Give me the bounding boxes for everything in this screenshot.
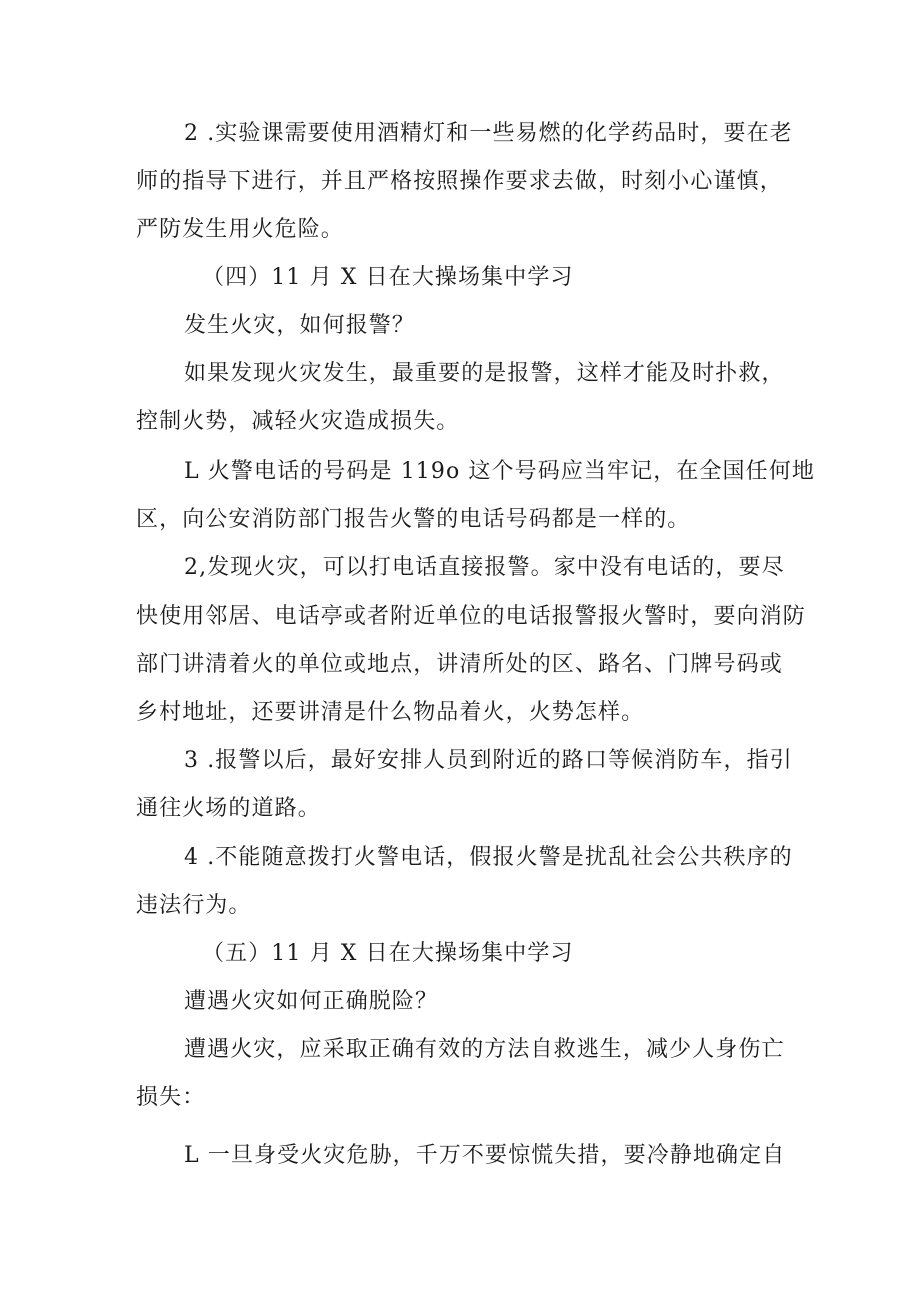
section-heading: （四）11 月 X 日在大操场集中学习 [202, 265, 574, 290]
paragraph-line: 快使用邻居、电话亭或者附近单位的电话报警报火警时，要向消防 [136, 604, 806, 629]
paragraph-line: 4 .不能随意拨打火警电话，假报火警是扰乱社会公共秩序的 [184, 845, 793, 870]
paragraph-line: 3 .报警以后，最好安排人员到附近的路口等候消防车，指引 [184, 748, 793, 773]
paragraph-line: 2,发现火灾，可以打电话直接报警。家中没有电话的，要尽 [184, 555, 785, 580]
paragraph-line: 控制火势，减轻火灾造成损失。 [136, 409, 460, 434]
paragraph-line: 通往火场的道路。 [136, 796, 321, 821]
paragraph-line: 乡村地址，还要讲清是什么物品着火，火势怎样。 [136, 700, 645, 725]
paragraph-line: 2 .实验课需要使用酒精灯和一些易燃的化学药品时，要在老 [184, 121, 793, 146]
paragraph-line: 严防发生用火危险。 [136, 217, 344, 242]
paragraph-line: 违法行为。 [136, 893, 252, 918]
question-line: 遭遇火灾如何正确脱险？ [184, 989, 439, 1014]
paragraph-line: L 一旦身受火灾危胁，千万不要惊慌失措，要冷静地确定自 [184, 1143, 786, 1168]
paragraph-line: 师的指导下进行，并且严格按照操作要求去做，时刻小心谨慎， [136, 169, 783, 194]
paragraph-line: 区，向公安消防部门报告火警的电话号码都是一样的。 [136, 507, 691, 532]
paragraph-line: L 火警电话的号码是 119o 这个号码应当牢记，在全国任何地 [184, 459, 815, 484]
paragraph-line: 遭遇火灾，应采取正确有效的方法自救逃生，减少人身伤亡 [184, 1037, 785, 1062]
paragraph-line: 如果发现火灾发生，最重要的是报警，这样才能及时扑救， [184, 361, 785, 386]
paragraph-line: 损失： [136, 1085, 206, 1110]
section-heading: （五）11 月 X 日在大操场集中学习 [202, 941, 574, 966]
paragraph-line: 部门讲清着火的单位或地点，讲清所处的区、路名、门牌号码或 [136, 652, 783, 677]
question-line: 发生火灾，如何报警？ [184, 313, 416, 338]
